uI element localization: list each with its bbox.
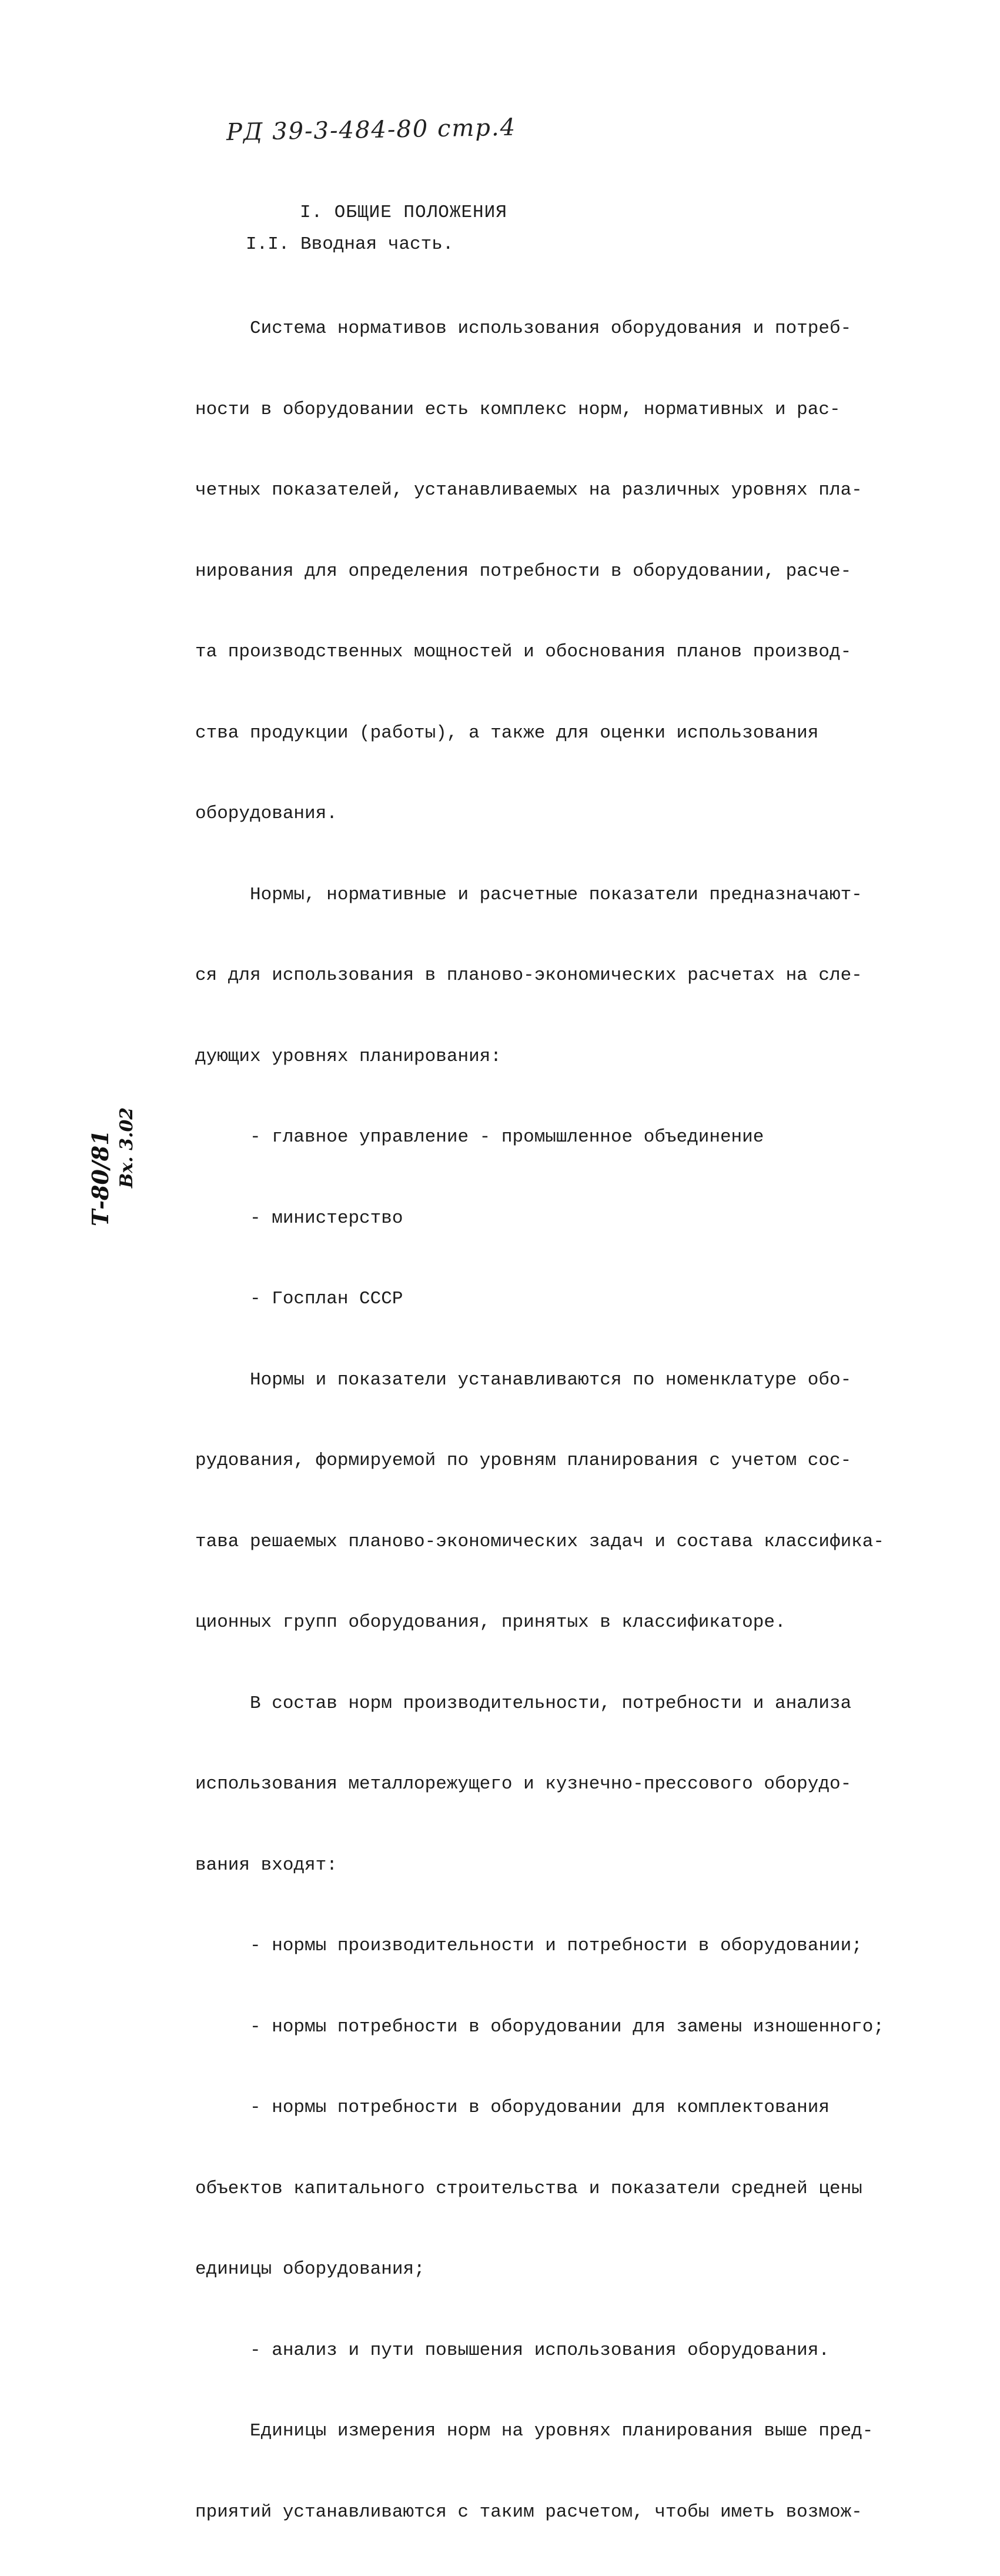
list-item: - нормы производительности и потребности в оборудовании; — [195, 1936, 862, 1956]
text-line: четных показателей, устанавливаемых на различных уровнях пла- — [195, 480, 862, 500]
text-line: дующих уровнях планирования: — [195, 1046, 501, 1067]
text-line: объектов капитального строительства и показатели средней цены — [195, 2178, 862, 2199]
text-line: единицы оборудования; — [195, 2259, 425, 2280]
list-item: - нормы потребности в оборудовании для комплектования — [195, 2097, 830, 2118]
text-line: ся для использования в планово-экономических расчетах на сле- — [195, 965, 862, 986]
text-line: вания входят: — [195, 1854, 337, 1876]
text-line: ности в оборудовании есть комплекс норм, нормативных и рас- — [195, 399, 841, 420]
text-line: тава решаемых планово-экономических задач и состава классифика- — [195, 1531, 884, 1552]
text-line: нирования для определения потребности в оборудовании, расче- — [195, 560, 852, 582]
margin-handwritten-note — [75, 1047, 146, 1235]
list-item: - министерство — [195, 1207, 403, 1229]
body-text — [195, 265, 884, 2576]
text-line: Нормы и показатели устанавливаются по номенклатуре обо- — [195, 1369, 852, 1390]
subsection-title: I.I. Вводная часть. — [246, 234, 454, 255]
text-line: Нормы, нормативные и расчетные показатели предназначают- — [195, 884, 862, 905]
list-item: - анализ и пути повышения использования оборудования. — [195, 2340, 830, 2361]
text-line: оборудования. — [195, 803, 337, 824]
text-line: та производственных мощностей и обоснования планов производ- — [195, 642, 852, 662]
text-line: приятий устанавливаются с таким расчетом, чтобы иметь возмож- — [195, 2501, 862, 2522]
margin-note-line: Вх. 3.02 — [116, 1107, 137, 1188]
list-item: - главное управление - промышленное объединение — [195, 1127, 764, 1147]
text-line: ционных групп оборудования, принятых в классификаторе. — [195, 1612, 786, 1633]
text-line: Система нормативов использования оборудования и потреб- — [195, 318, 852, 339]
text-line: использования металлорежущего и кузнечно-прессового оборудо- — [195, 1774, 852, 1794]
section-title: I. ОБЩИЕ ПОЛОЖЕНИЯ — [300, 202, 507, 223]
list-item: - Госплан СССР — [195, 1289, 403, 1309]
text-line: ства продукции (работы), а также для оценки использования — [195, 722, 819, 743]
text-line: рудования, формируемой по уровням планирования с учетом сос- — [195, 1450, 852, 1471]
margin-note-line: Т-80/81 — [87, 1130, 113, 1226]
text-line: В состав норм производительности, потребности и анализа — [195, 1693, 852, 1714]
document-reference: РД 39-3-484-80 стр.4 — [226, 114, 517, 146]
text-line: Единицы измерения норм на уровнях планирования выше пред- — [195, 2421, 874, 2441]
list-item: - нормы потребности в оборудовании для замены изношенного; — [195, 2016, 884, 2037]
